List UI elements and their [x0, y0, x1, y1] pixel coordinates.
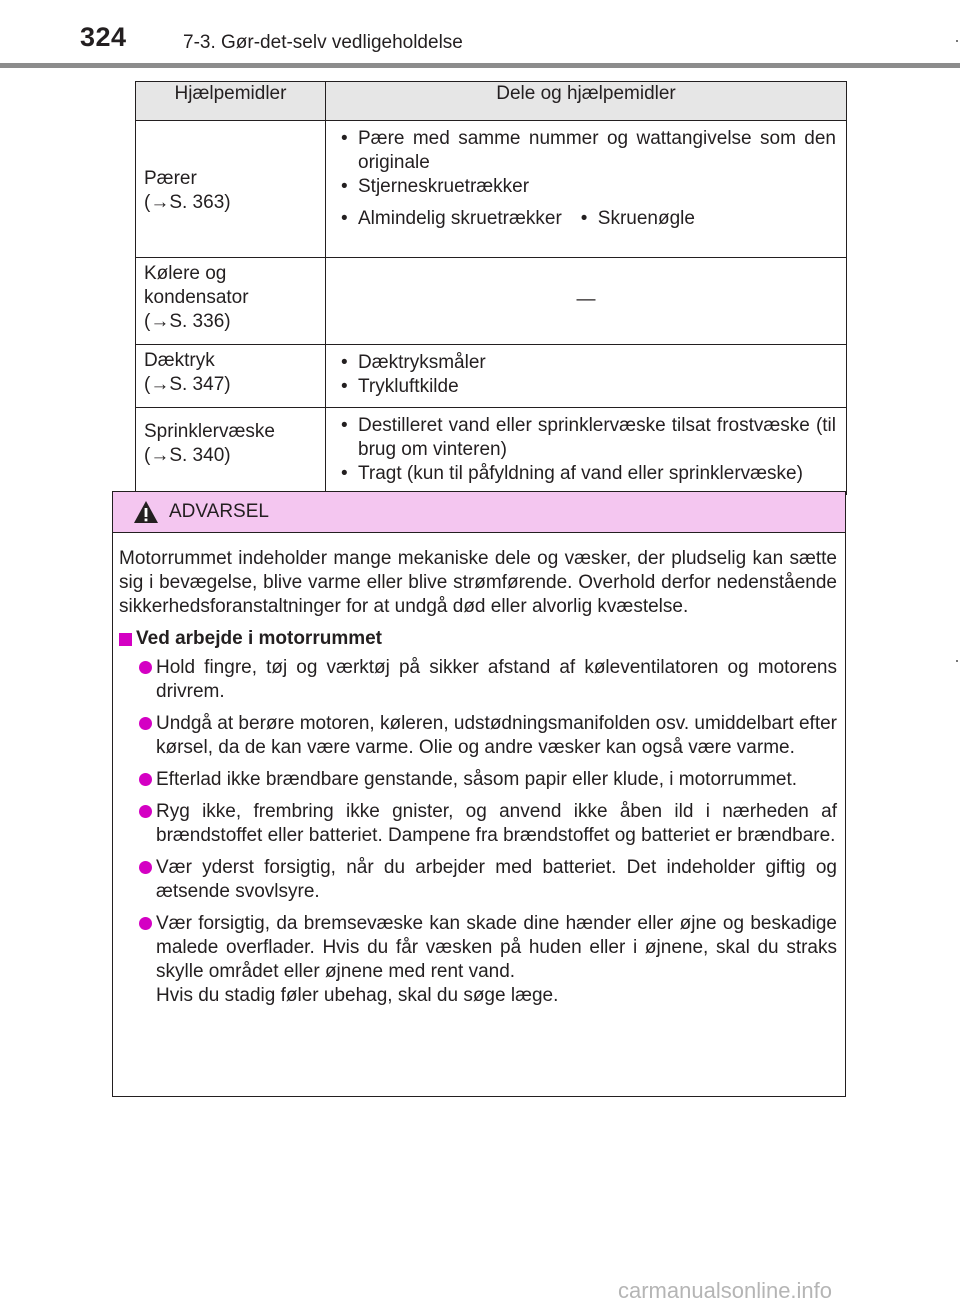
- warning-item: [119, 800, 837, 848]
- subheading-text: Ved arbejde i motorrummet: [136, 628, 383, 649]
- edge-mark: [956, 660, 958, 662]
- section-title: 7-3. Gør-det-selv vedligeholdelse: [183, 32, 463, 53]
- row-ref: (→S. 336): [144, 311, 231, 332]
- round-bullet-icon: [139, 861, 152, 874]
- row-item: Kølere og: [144, 263, 227, 284]
- row-parts-radiator: [326, 258, 847, 345]
- row-label-radiator: [136, 258, 326, 345]
- row-label-tire-pressure: [136, 345, 326, 408]
- row-parts-washer-fluid: [326, 408, 847, 495]
- warning-item-text: Hold fingre, tøj og værktøj på sikker afstand af køleventilatoren og motorens drivrem.: [156, 657, 837, 702]
- list-item: • Pære med samme nummer og wattangivelse som den originale: [336, 127, 836, 175]
- warning-item: [119, 856, 837, 904]
- empty-dash: —: [576, 289, 596, 310]
- table-row: [136, 258, 847, 345]
- warning-item-text: Ryg ikke, frembring ikke gnister, og anvend ikke åben ild i nærheden af brændstoffet eller batteriet. Dampene fra brændstoffet og batteriet er brændbare.: [156, 801, 837, 846]
- warning-item-text: Vær yderst forsigtig, når du arbejder med batteriet. Det indeholder giftig og ætsende svovlsyre.: [156, 857, 837, 902]
- row-item: kondensator: [144, 287, 249, 308]
- warning-item: [119, 912, 837, 1008]
- list-item: • Trykluftkilde: [336, 375, 836, 399]
- table-row: [136, 121, 847, 258]
- list-item: • Skruenøgle: [576, 207, 695, 231]
- round-bullet-icon: [139, 917, 152, 930]
- row-label-bulbs: [136, 121, 326, 258]
- watermark: carmanualsonline.info: [618, 1278, 833, 1303]
- warning-item-text: Efterlad ikke brændbare genstande, såsom papir eller klude, i motorrummet.: [156, 769, 798, 790]
- header-rule: [0, 63, 960, 68]
- row-ref: (→S. 347): [144, 374, 231, 395]
- list-item: • Destilleret vand eller sprinklervæske tilsat frostvæske (til brug om vinteren): [336, 414, 836, 462]
- warning-intro: Motorrummet indeholder mange mekaniske dele og væsker, der pludselig kan sætte sig i bevægelse, blive varme eller blive strømførende. Overhold derfor nedenstående sikkerhedsforanstaltninger for at undgå død eller alvorlig kvæstelse.: [119, 548, 837, 617]
- warning-body: [113, 533, 845, 1008]
- row-item: Dæktryk: [144, 350, 215, 371]
- warning-box: [112, 491, 846, 1097]
- row-parts-tire-pressure: [326, 345, 847, 408]
- edge-mark: [956, 40, 958, 42]
- warning-item: [119, 712, 837, 760]
- col-header-tools: Hjælpemidler: [136, 82, 326, 121]
- warning-item-text: Undgå at berøre motoren, køleren, udstødningsmanifolden osv. umiddelbart efter kørsel, da de kan være varme. Olie og andre væsker kan også være varme.: [156, 713, 837, 758]
- col-header-parts: Dele og hjælpemidler: [326, 82, 847, 121]
- row-ref: (→S. 340): [144, 445, 231, 466]
- warning-subheading: [119, 627, 837, 651]
- row-item: Pærer: [144, 168, 197, 189]
- warning-triangle-icon: [133, 500, 159, 524]
- row-label-washer-fluid: [136, 408, 326, 495]
- round-bullet-icon: [139, 773, 152, 786]
- row-item: Sprinklervæske: [144, 421, 275, 442]
- warning-item-text: Vær forsigtig, da bremsevæske kan skade dine hænder eller øjne og beskadige malede overflader. Hvis du får væsken på huden eller i øjnene, skal du straks skylle området eller øjnene med rent vand.: [156, 913, 837, 982]
- list-item: • Stjerneskruetrækker: [336, 175, 836, 199]
- warning-item-text: Hvis du stadig føler ubehag, skal du søge læge.: [156, 985, 559, 1006]
- tools-table: [135, 81, 847, 495]
- warning-item: [119, 768, 837, 792]
- warning-header: [113, 492, 845, 533]
- row-ref: (→S. 363): [144, 192, 231, 213]
- warning-title: ADVARSEL: [169, 501, 269, 522]
- table-header-row: [136, 82, 847, 121]
- list-item: • Almindelig skruetrækker: [336, 207, 562, 231]
- table-row: [136, 345, 847, 408]
- warning-item: [119, 656, 837, 704]
- page-number: 324: [80, 22, 127, 52]
- list-item: • Tragt (kun til påfyldning af vand eller sprinklervæske): [336, 462, 836, 486]
- round-bullet-icon: [139, 661, 152, 674]
- round-bullet-icon: [139, 805, 152, 818]
- table-row: [136, 408, 847, 495]
- square-bullet-icon: [119, 633, 132, 646]
- list-item: • Dæktryksmåler: [336, 351, 836, 375]
- row-parts-bulbs: [326, 121, 847, 258]
- round-bullet-icon: [139, 717, 152, 730]
